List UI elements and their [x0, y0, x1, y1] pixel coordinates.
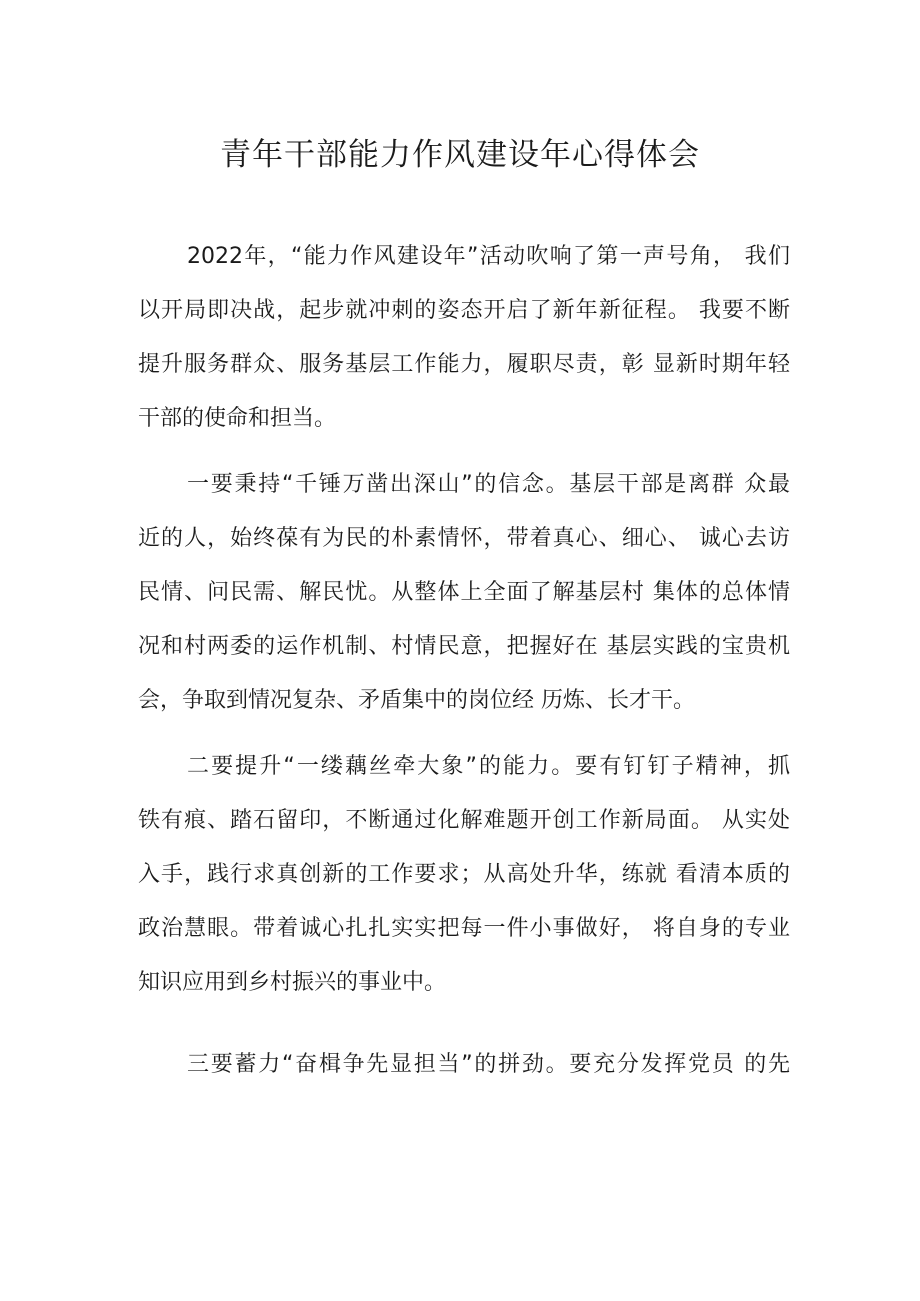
paragraph-line: 以开局即决战，起步就冲刺的姿态开启了新年新征程。 我要不断 [138, 298, 790, 323]
paragraph-line: 干部的使命和担当。 [138, 406, 337, 431]
paragraph-gap [138, 446, 790, 458]
paragraph-line: 铁有痕、踏石留印，不断通过化解难题开创工作新局面。 从实处 [138, 808, 790, 833]
paragraph-point-one [138, 458, 790, 728]
paragraph-line: 况和村两委的运作机制、村情民意，把握好在 基层实践的宝贵机 [138, 634, 790, 659]
paragraph-line: 一要秉持“千锤万凿出深山”的信念。基层干部是离群 众最 [187, 472, 790, 497]
paragraph-gap [138, 1010, 790, 1038]
paragraph-line: 2022年，“能力作风建设年”活动吹响了第一声号角， 我们 [187, 244, 790, 269]
paragraph-point-three [138, 1038, 790, 1092]
paragraph-line: 政治慧眼。带着诚心扎扎实实把每一件小事做好， 将自身的专业 [138, 916, 790, 941]
paragraph-line: 入手，践行求真创新的工作要求；从高处升华，练就 看清本质的 [138, 862, 790, 887]
paragraph-gap [138, 728, 790, 740]
paragraph-line: 知识应用到乡村振兴的事业中。 [138, 970, 447, 995]
paragraph-line: 二要提升“一缕藕丝牵大象”的能力。要有钉钉子精神，抓 [187, 754, 790, 779]
paragraph-point-two [138, 740, 790, 1010]
document-body [138, 230, 790, 1092]
paragraph-line: 三要蓄力“奋楫争先显担当”的拼劲。要充分发挥党员 的先 [187, 1052, 790, 1077]
paragraph-line: 民情、问民需、解民忧。从整体上全面了解基层村 集体的总体情 [138, 580, 790, 605]
paragraph-line: 会，争取到情况复杂、矛盾集中的岗位经 历炼、长才干。 [138, 688, 695, 713]
document-title: 青年干部能力作风建设年心得体会 [220, 137, 700, 173]
paragraph-line: 近的人，始终葆有为民的朴素情怀，带着真心、细心、 诚心去访 [138, 526, 790, 551]
paragraph-line: 提升服务群众、服务基层工作能力，履职尽责，彰 显新时期年轻 [138, 352, 790, 377]
paragraph-intro [138, 230, 790, 446]
